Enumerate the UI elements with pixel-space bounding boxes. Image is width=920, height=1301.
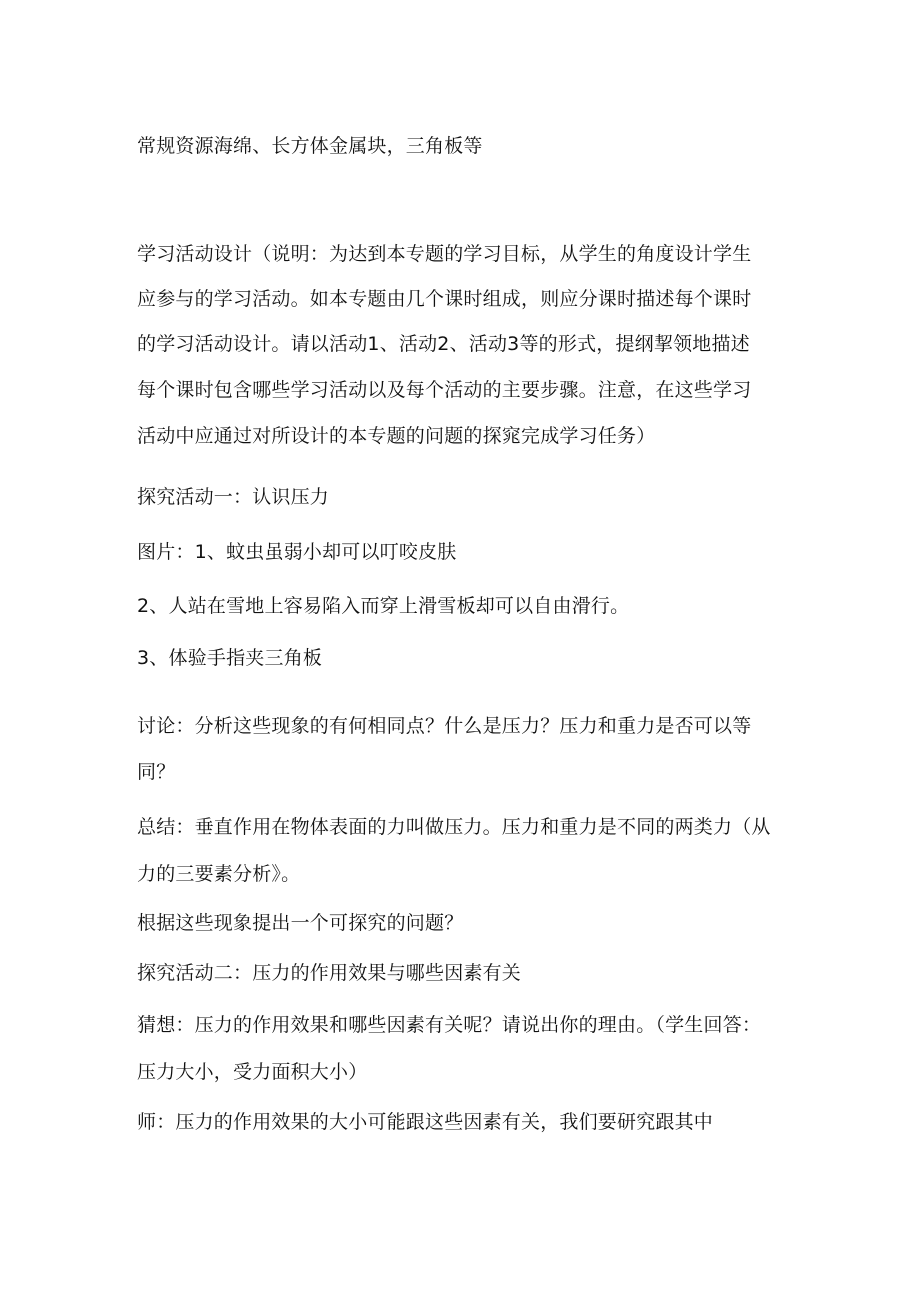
- teacher-line: 师：压力的作用效果的大小可能跟这些因素有关，我们要研究跟其中: [137, 1111, 714, 1133]
- design-intro-line-3: 的学习活动设计。请以活动1、活动2、活动3等的形式，提纲挈领地描述: [137, 333, 750, 355]
- resources-line: 常规资源海绵、长方体金属块，三角板等: [137, 135, 483, 157]
- summary-line-1: 总结：垂直作用在物体表面的力叫做压力。压力和重力是不同的两类力（从: [137, 816, 771, 838]
- guess-line-2: 压力大小，受力面积大小）: [137, 1061, 368, 1083]
- design-intro-line-4: 每个课时包含哪些学习活动以及每个活动的主要步骤。注意，在这些学习: [137, 379, 752, 401]
- picture-line-1: 图片：1、蚊虫虽弱小却可以叮咬皮肤: [137, 541, 457, 563]
- guess-line-1: 猜想：压力的作用效果和哪些因素有关呢？请说出你的理由。（学生回答：: [137, 1014, 762, 1036]
- activity-1-title: 探究活动一：认识压力: [137, 486, 330, 508]
- design-intro-line-5: 活动中应通过对所设计的本专题的问题的探窕完成学习任务）: [137, 425, 656, 447]
- discussion-line-2: 同？: [137, 761, 176, 783]
- picture-line-3: 3、体验手指夹三角板: [137, 647, 323, 669]
- question-line: 根据这些现象提出一个可探究的问题？: [137, 912, 464, 934]
- activity-2-title: 探究活动二：压力的作用效果与哪些因素有关: [137, 962, 522, 984]
- design-intro-line-2: 应参与的学习活动。如本专题由几个课时组成，则应分课时描述每个课时: [137, 288, 752, 310]
- design-intro-line-1: 学习活动设计（说明：为达到本专题的学习目标，从学生的角度设计学生: [137, 243, 752, 265]
- summary-line-2: 力的三要素分析》。: [137, 863, 301, 885]
- discussion-line-1: 讨论：分析这些现象的有何相同点？什么是压力？压力和重力是否可以等: [137, 715, 752, 737]
- picture-line-2: 2、人站在雪地上容易陷入而穿上滑雪板却可以自由滑行。: [137, 595, 630, 617]
